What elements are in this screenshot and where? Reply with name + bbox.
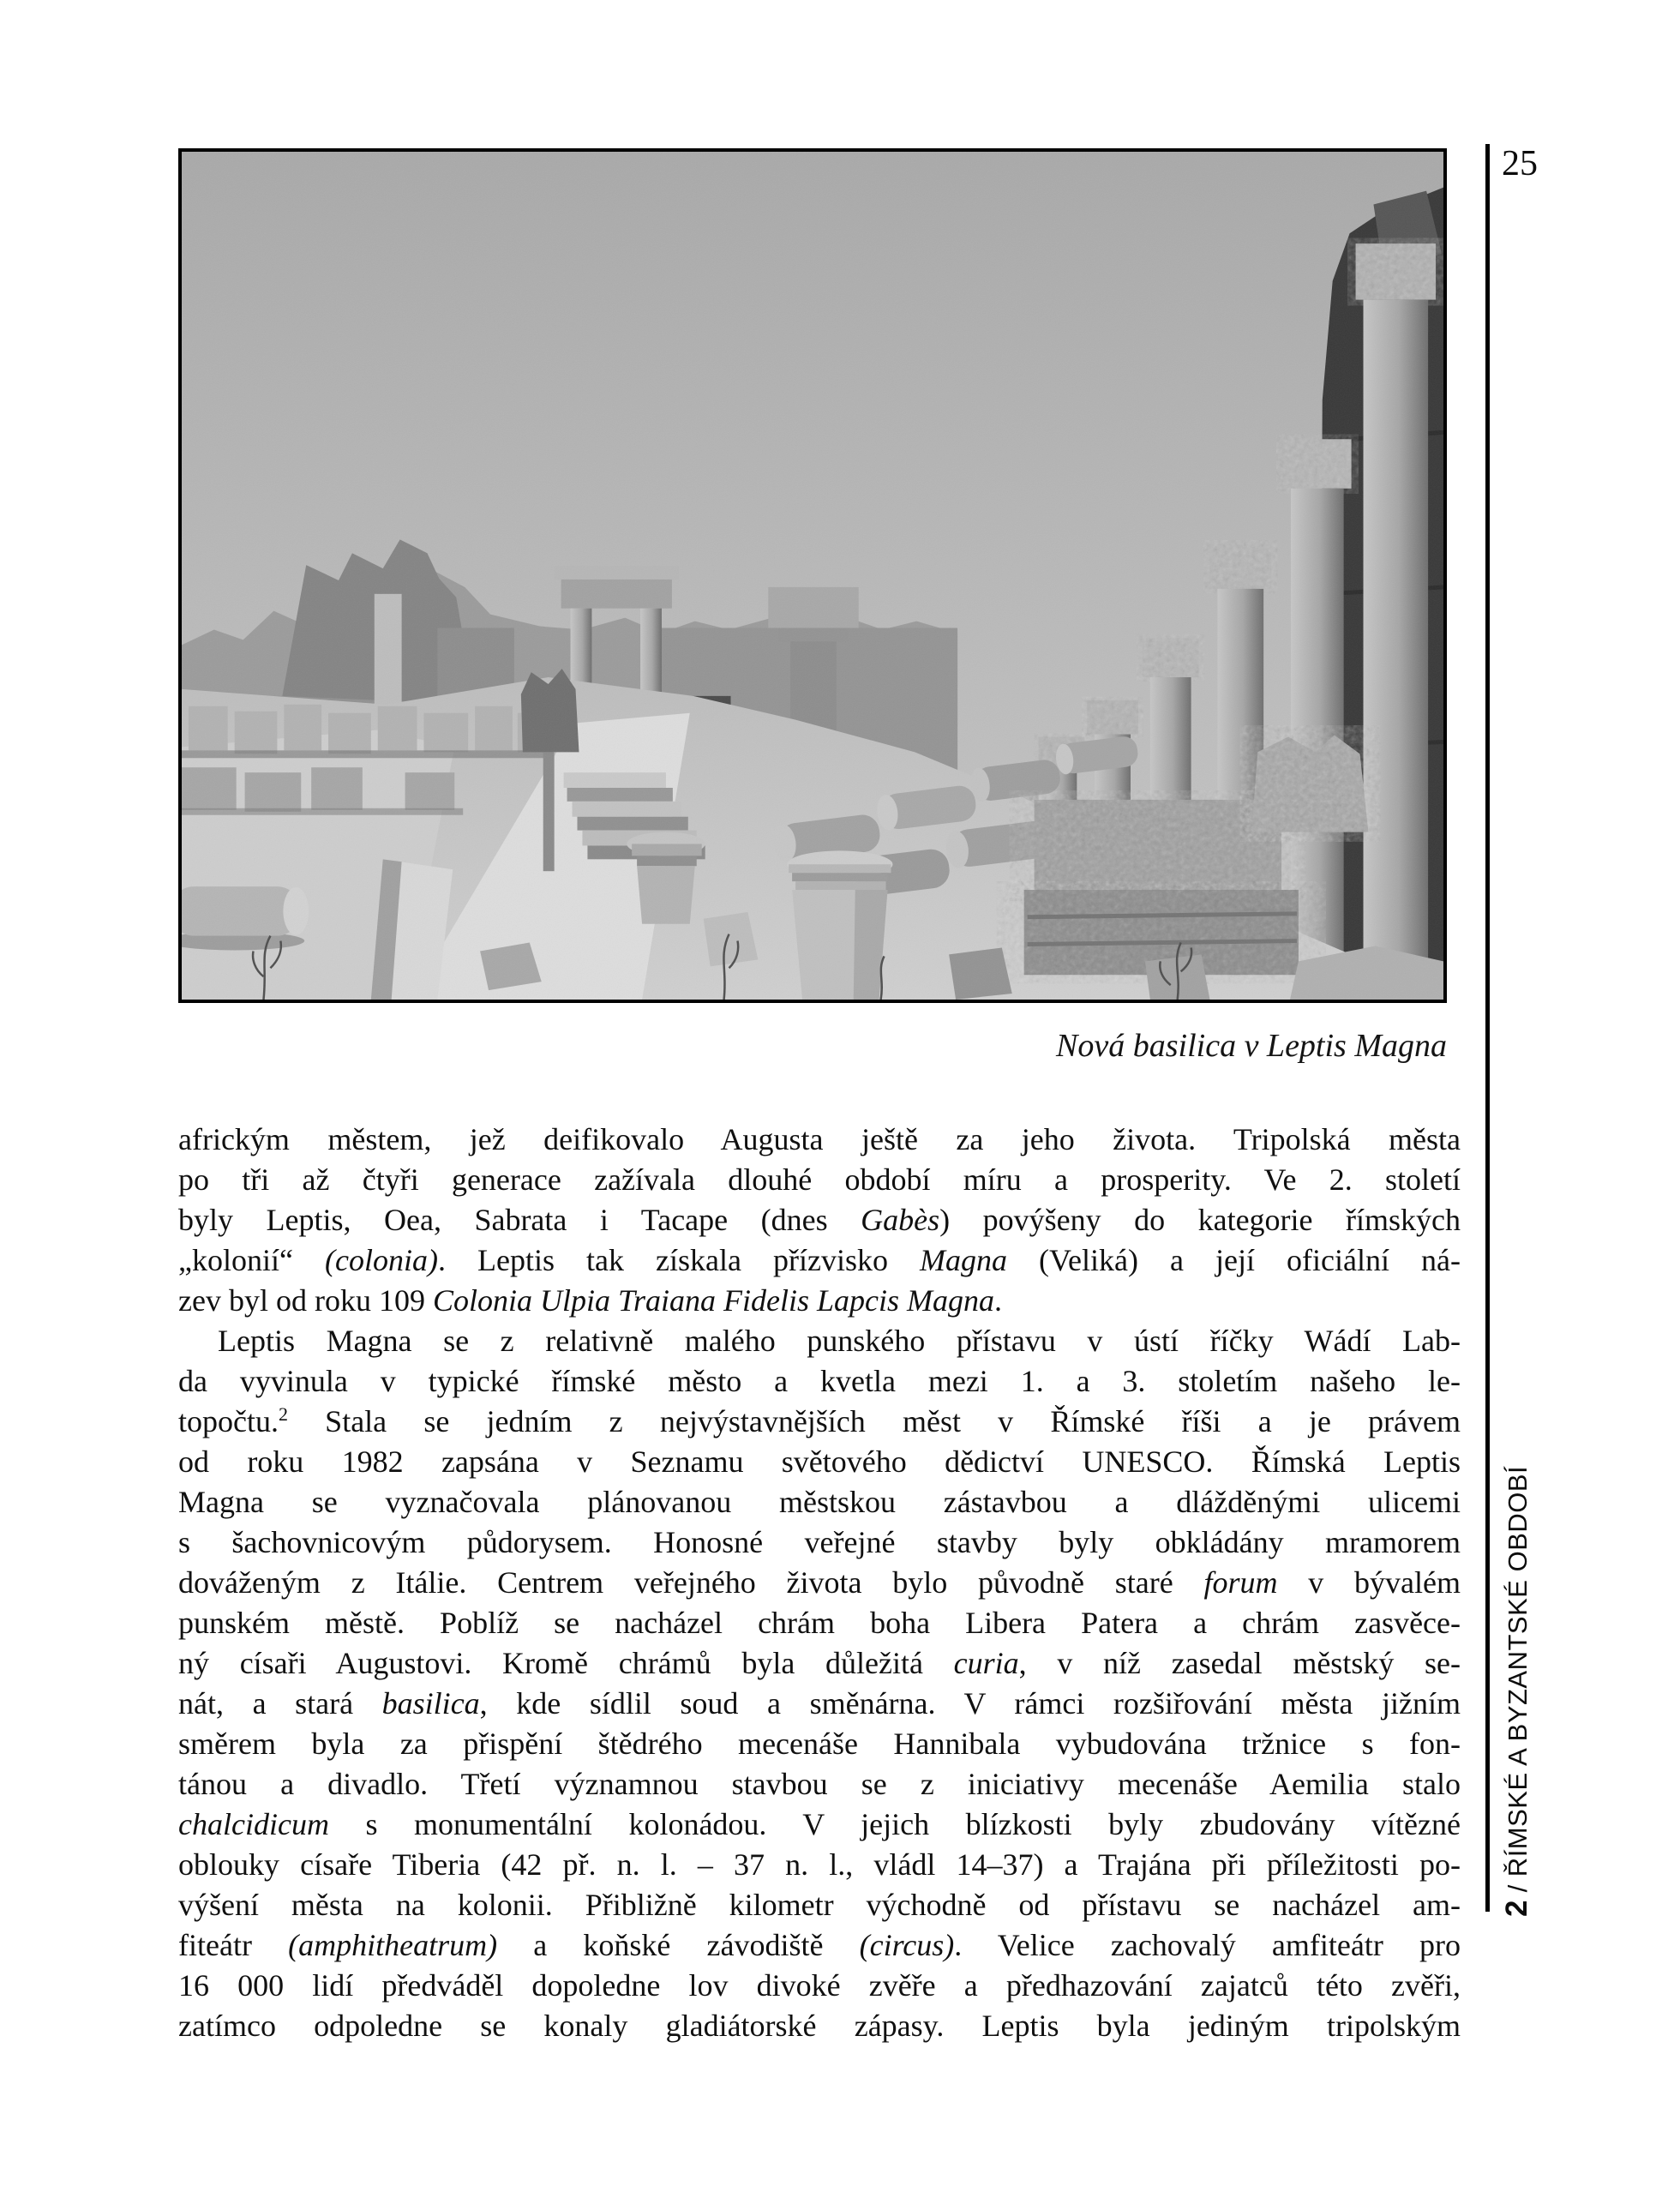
text-line: po tři až čtyři generace zažívala dlouhé období míru a prosperity. Ve 2. století — [178, 1162, 1461, 1197]
text-line: směrem byla za přispění štědrého mecenáše Hannibala vybudována tržnice s fon- — [178, 1727, 1461, 1761]
chapter-separator: / — [1503, 1877, 1533, 1901]
text-line: „kolonií“ (colonia). Leptis tak získala přízvisko Magna (Veliká) a její oficiální ná- — [178, 1243, 1461, 1277]
chapter-number: 2 — [1500, 1900, 1533, 1917]
text-line: chalcidicum s monumentální kolonádou. V jejich blízkosti byly zbudovány vítězné — [178, 1807, 1461, 1841]
text-line: topočtu.$^2$ Stala se jedním z nejvýstavnějších měst v Římské říši a je právem — [178, 1403, 1461, 1438]
text-line: zev byl od roku 109 Colonia Ulpia Traiana Fidelis Lapcis Magna. — [178, 1283, 1003, 1318]
text-line: dováženým z Itálie. Centrem veřejného života bylo původně staré forum v bývalém — [178, 1565, 1461, 1600]
text-line: fiteátr (amphitheatrum) a koňské závodiště (circus). Velice zachovalý amfiteátr pro — [178, 1928, 1461, 1962]
text-line: 16 000 lidí předváděl dopoledne lov divoké zvěře a předhazování zajatců této zvěři, — [178, 1968, 1461, 2003]
text-line: výšení města na kolonii. Přibližně kilometr východně od přístavu se nacházel am- — [178, 1888, 1461, 1922]
text-line: s šachovnicovým půdorysem. Honosné veřejné stavby byly obkládány mramorem — [178, 1525, 1461, 1559]
text-line: Leptis Magna se z relativně malého punského přístavu v ústí říčky Wádí Lab- — [218, 1324, 1461, 1358]
section-vertical-label — [1500, 1465, 1541, 1917]
text-line: oblouky císaře Tiberia (42 př. n. l. – 37 n. l., vládl 14–37) a Trajána při příležitosti po- — [178, 1847, 1461, 1882]
text-line: Magna se vyznačovala plánovanou městskou zástavbou a dlážděnými ulicemi — [178, 1485, 1461, 1519]
chapter-title: ŘÍMSKÉ A BYZANTSKÉ OBDOBÍ — [1503, 1465, 1533, 1877]
figure — [178, 148, 1447, 1003]
text-line: punském městě. Poblíž se nacházel chrám boha Libera Patera a chrám zasvěce- — [178, 1606, 1461, 1640]
text-line: da vyvinula v typické římské město a kvetla mezi 1. a 3. stoletím našeho le- — [178, 1364, 1461, 1398]
text-line: ný císaři Augustovi. Kromě chrámů byla důležitá curia, v níž zasedal městský se- — [178, 1646, 1461, 1680]
text-line: od roku 1982 zapsána v Seznamu světového dědictví UNESCO. Římská Leptis — [178, 1444, 1461, 1479]
figure-caption: Nová basilica v Leptis Magna — [1056, 1028, 1447, 1064]
body-text — [178, 1120, 1461, 2046]
figure-photo — [182, 152, 1443, 1000]
text-line: byly Leptis, Oea, Sabrata i Tacape (dnes Gabès) povýšeny do kategorie římských — [178, 1203, 1461, 1237]
text-line: africkým městem, jež deifikovalo Augusta ještě za jeho života. Tripolská města — [178, 1122, 1461, 1156]
text-line: nát, a stará basilica, kde sídlil soud a směnárna. V rámci rozšiřování města jižním — [178, 1686, 1461, 1721]
text-line: tánou a divadlo. Třetí významnou stavbou se z iniciativy mecenáše Aemilia stalo — [178, 1767, 1461, 1801]
section-rule — [1485, 144, 1490, 1912]
text-line: zatímco odpoledne se konaly gladiátorské zápasy. Leptis byla jediným tripolským — [178, 2009, 1461, 2043]
page-number: 25 — [1502, 144, 1538, 183]
